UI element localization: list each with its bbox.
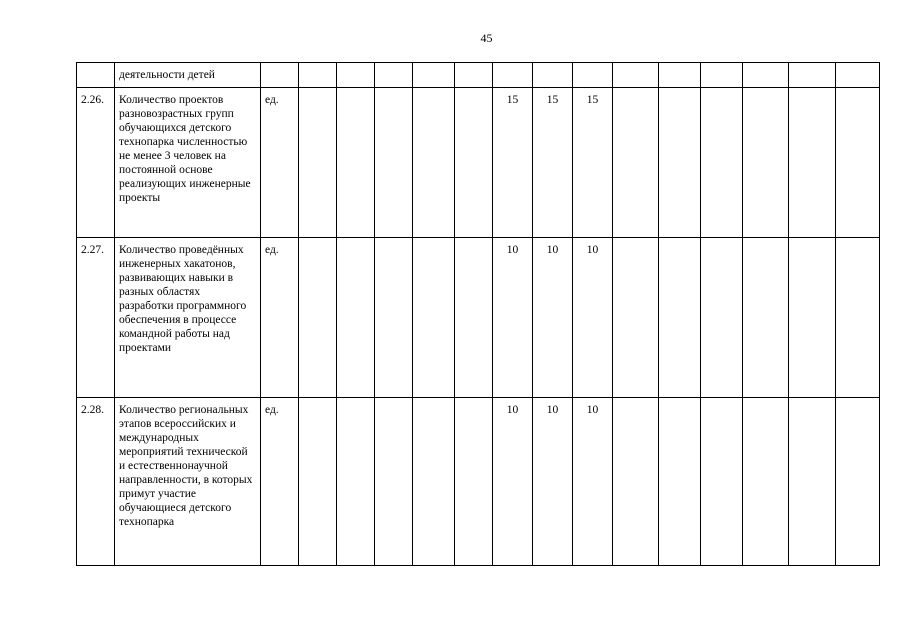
table-row [77,88,880,238]
value-cell [659,238,701,398]
indicator-description: Количество проведённых инженерных хакатонов, развивающих навыки в разных областях разработки программного обеспечения в процессе командной работы над проектами [115,238,261,398]
value-cell [613,88,659,238]
value-cell [613,63,659,88]
value-cell [789,88,836,238]
value-cell [836,88,880,238]
value-cell [836,398,880,566]
value-cell: 10 [573,398,613,566]
value-cell [455,63,493,88]
value-cell [337,63,375,88]
value-cell [743,63,789,88]
row-number: 2.28. [77,398,115,566]
value-cell: 10 [533,238,573,398]
value-cell [455,398,493,566]
value-cell [375,398,413,566]
value-cell [701,88,743,238]
indicators-table [76,62,880,566]
value-cell: 10 [573,238,613,398]
value-cell [375,63,413,88]
indicator-description: Количество проектов разновозрастных групп обучающихся детского технопарка численностью не менее 3 человек на постоянной основе реализующих инженерные проекты [115,88,261,238]
indicator-description: Количество региональных этапов всероссийских и международных мероприятий технической и естественнонаучной направленности, в которых примут участие обучающиеся детского технопарка [115,398,261,566]
value-cell [413,63,455,88]
value-cell [743,238,789,398]
value-cell [375,238,413,398]
value-cell [533,63,573,88]
value-cell [413,238,455,398]
indicator-description: деятельности детей [115,63,261,88]
value-cell [836,238,880,398]
value-cell [493,63,533,88]
unit-of-measure: ед. [261,238,299,398]
value-cell [455,238,493,398]
value-cell [789,398,836,566]
value-cell [836,63,880,88]
value-cell [701,238,743,398]
table-row [77,238,880,398]
value-cell [299,398,337,566]
value-cell [659,398,701,566]
row-number: 2.26. [77,88,115,238]
value-cell [659,88,701,238]
unit-of-measure: ед. [261,88,299,238]
value-cell: 15 [573,88,613,238]
row-number: 2.27. [77,238,115,398]
value-cell: 15 [493,88,533,238]
value-cell [789,238,836,398]
value-cell [337,238,375,398]
value-cell: 10 [493,238,533,398]
row-number [77,63,115,88]
table-row [77,398,880,566]
value-cell [743,398,789,566]
value-cell [701,63,743,88]
value-cell [701,398,743,566]
value-cell [743,88,789,238]
value-cell: 10 [533,398,573,566]
value-cell [299,88,337,238]
page-number: 45 [480,31,493,45]
value-cell [659,63,701,88]
value-cell [299,238,337,398]
unit-of-measure: ед. [261,398,299,566]
value-cell: 15 [533,88,573,238]
value-cell: 10 [493,398,533,566]
value-cell [573,63,613,88]
unit-of-measure [261,63,299,88]
value-cell [337,398,375,566]
value-cell [413,88,455,238]
table-row-continuation [77,63,880,88]
value-cell [613,238,659,398]
value-cell [375,88,413,238]
value-cell [299,63,337,88]
value-cell [789,63,836,88]
value-cell [413,398,455,566]
value-cell [455,88,493,238]
value-cell [337,88,375,238]
value-cell [613,398,659,566]
